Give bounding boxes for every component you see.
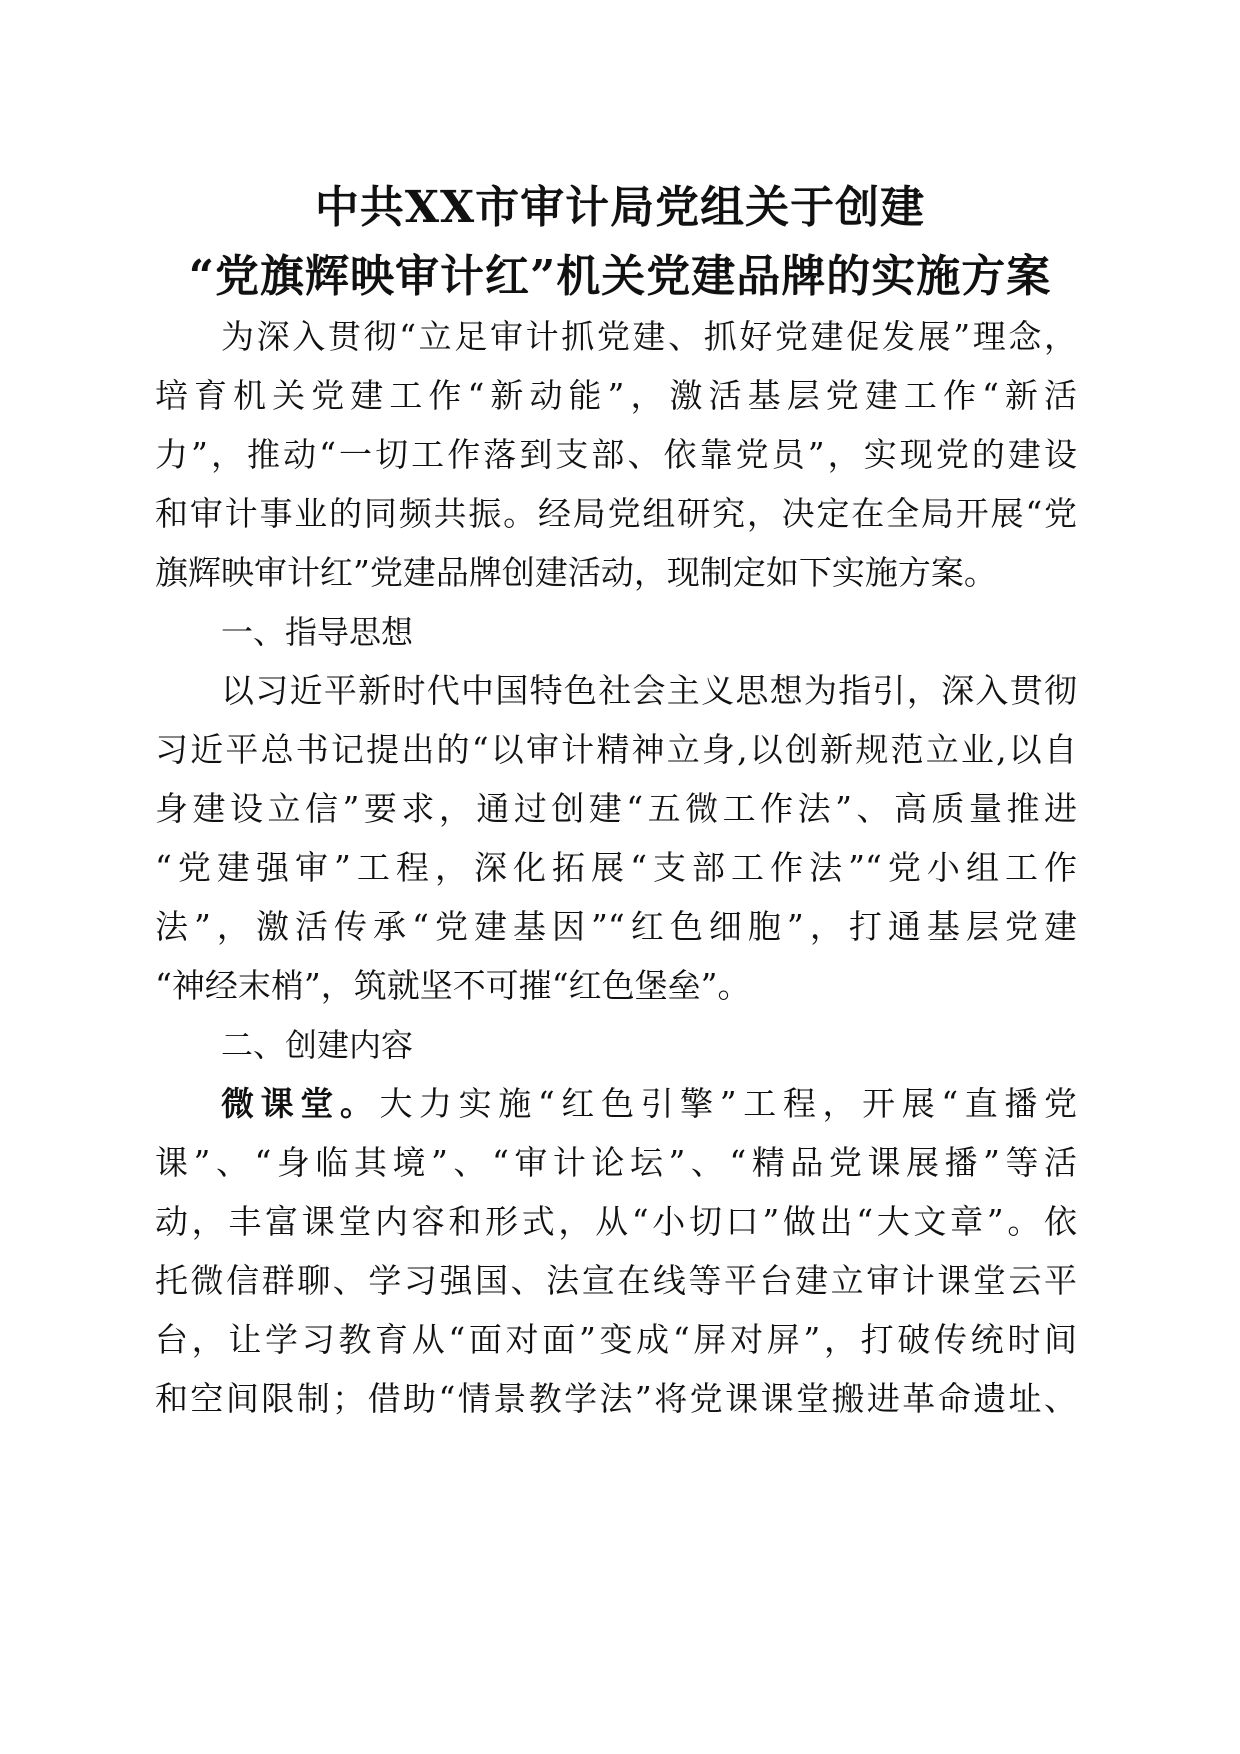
section1-line: 法”，激活传承“党建基因”“红色细胞”，打通基层党建: [155, 907, 1077, 946]
intro-line: 和审计事业的同频共振。经局党组研究，决定在全局开展“党: [155, 494, 1077, 533]
document-title-line-1: 中共XX市审计局党组关于创建: [314, 182, 926, 233]
section-heading-content: 二、创建内容: [221, 1026, 414, 1064]
section2-line: 托微信群聊、学习强国、法宣在线等平台建立审计课堂云平: [155, 1261, 1077, 1300]
section1-line: 习近平总书记提出的“以审计精神立身,以创新规范立业,以自: [155, 730, 1077, 769]
section1-line: 以习近平新时代中国特色社会主义思想为指引，深入贯彻: [221, 671, 1077, 710]
section2-first-line: [155, 1074, 1077, 1134]
intro-line: 力”，推动“一切工作落到支部、依靠党员”，实现党的建设: [155, 435, 1077, 474]
section1-line: 身建设立信”要求，通过创建“五微工作法”、高质量推进: [155, 789, 1077, 828]
section-heading-guiding-thought: 一、指导思想: [221, 613, 414, 651]
section2-first-line-rest: 大力实施“红色引擎”工程，开展“直播党: [379, 1084, 1077, 1123]
document-title-line-2: “党旗辉映审计红”机关党建品牌的实施方案: [188, 251, 1052, 302]
intro-line: 培育机关党建工作“新动能”，激活基层党建工作“新活: [155, 376, 1077, 415]
section1-line: “党建强审”工程，深化拓展“支部工作法”“党小组工作: [155, 848, 1077, 887]
section2-line: 动，丰富课堂内容和形式，从“小切口”做出“大文章”。依: [155, 1202, 1077, 1241]
section2-line: 和空间限制；借助“情景教学法”将党课课堂搬进革命遗址、: [155, 1379, 1077, 1418]
micro-classroom-lead: 微课堂。: [221, 1084, 380, 1123]
section2-line: 台，让学习教育从“面对面”变成“屏对屏”，打破传统时间: [155, 1320, 1077, 1359]
section2-line: 课”、“身临其境”、“审计论坛”、“精品党课展播”等活: [155, 1143, 1077, 1182]
intro-line: 为深入贯彻“立足审计抓党建、抓好党建促发展”理念，: [221, 317, 1077, 356]
section1-line: “神经末梢”，筑就坚不可摧“红色堡垒”。: [155, 966, 751, 1005]
intro-line: 旗辉映审计红”党建品牌创建活动，现制定如下实施方案。: [155, 553, 997, 592]
